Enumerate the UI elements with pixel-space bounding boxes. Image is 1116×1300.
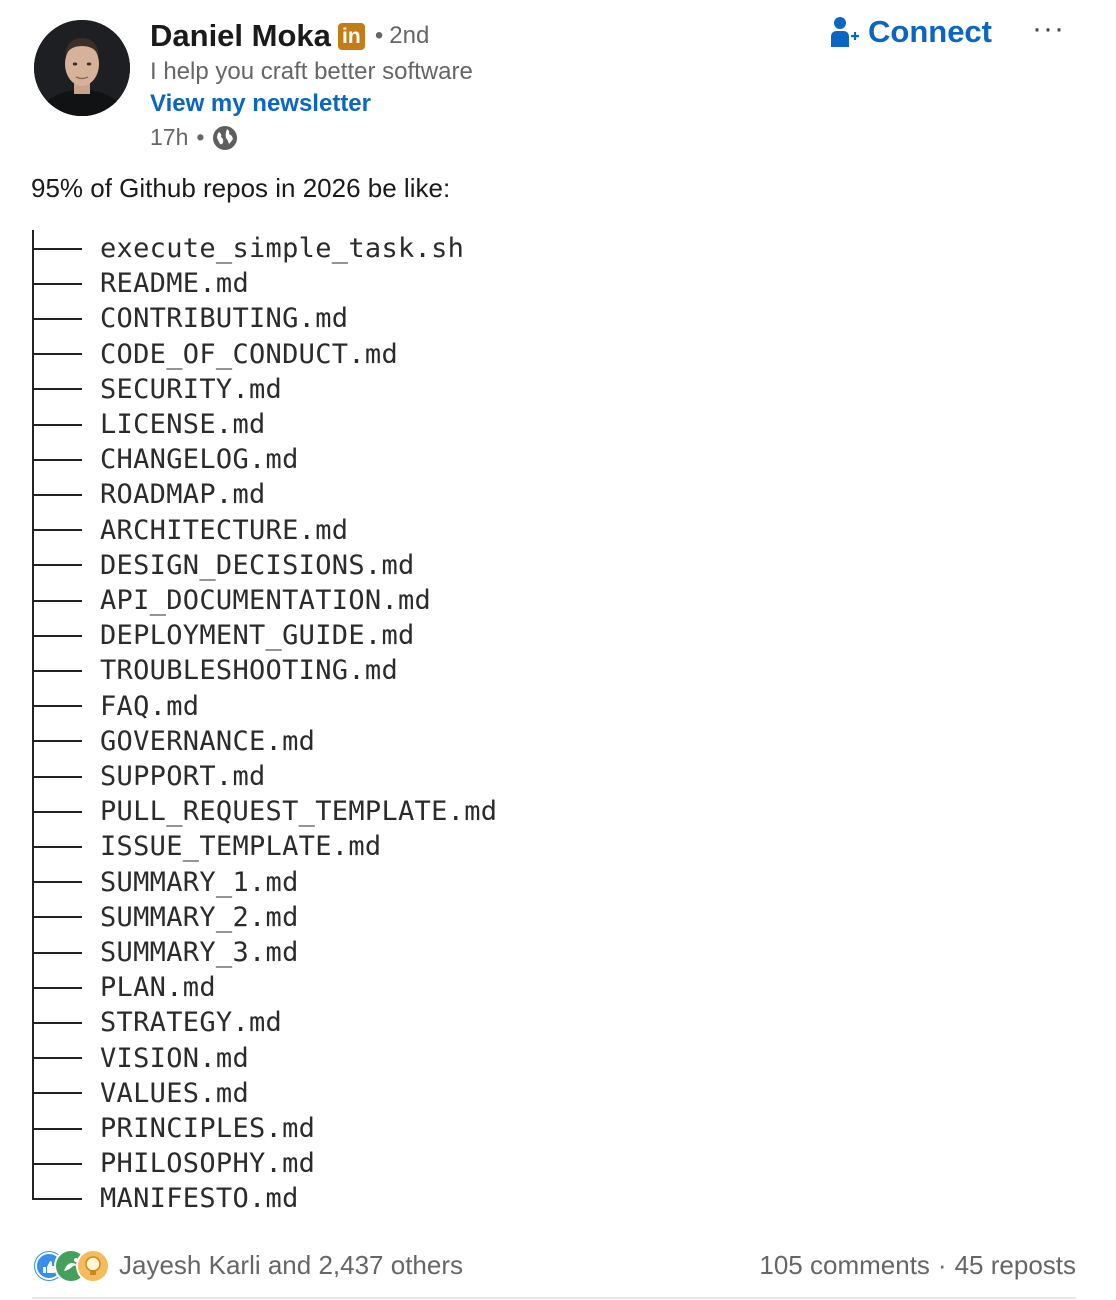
tree-file-item <box>26 829 381 864</box>
separator-dot: · <box>937 1250 947 1280</box>
tree-branch-line <box>32 740 82 742</box>
tree-file-item <box>26 689 199 724</box>
tree-file-item <box>26 301 348 336</box>
tree-branch-line <box>32 1128 82 1130</box>
tree-file-name: DESIGN_DECISIONS.md <box>100 549 415 581</box>
tree-file-name: MANIFESTO.md <box>100 1183 299 1215</box>
reposts-count[interactable]: 45 reposts <box>954 1250 1076 1280</box>
tree-branch-line <box>32 353 82 355</box>
tree-file-name: ISSUE_TEMPLATE.md <box>100 831 382 863</box>
tree-file-name: README.md <box>100 268 249 300</box>
tree-file-item <box>26 548 415 583</box>
tree-file-item <box>26 1146 315 1181</box>
tree-file-name: CODE_OF_CONDUCT.md <box>100 338 398 370</box>
tree-file-item <box>26 1041 249 1076</box>
add-person-icon <box>830 15 860 49</box>
tree-file-name: DEPLOYMENT_GUIDE.md <box>100 620 415 652</box>
tree-branch-line <box>32 248 82 250</box>
connection-degree: 2nd <box>389 22 430 49</box>
tree-branch-line <box>32 811 82 813</box>
tree-branch-line <box>32 1057 82 1059</box>
reaction-icons[interactable] <box>32 1249 112 1285</box>
tree-file-name: CHANGELOG.md <box>100 444 299 476</box>
tree-file-item <box>26 759 266 794</box>
author-avatar[interactable] <box>34 20 130 116</box>
tree-file-name: ROADMAP.md <box>100 479 266 511</box>
tree-branch-line <box>32 564 82 566</box>
tree-branch-line <box>32 1022 82 1024</box>
tree-file-name: execute_simple_task.sh <box>100 233 465 264</box>
globe-icon <box>212 125 238 151</box>
tree-branch-line <box>32 1092 82 1094</box>
author-headline: I help you craft better software <box>150 58 473 85</box>
tree-file-item <box>26 900 299 935</box>
tree-file-name: SUMMARY_3.md <box>100 937 299 968</box>
tree-file-item <box>26 618 415 653</box>
tree-file-item <box>26 442 299 477</box>
comments-count[interactable]: 105 comments <box>759 1250 930 1280</box>
author-name[interactable]: Daniel Moka <box>150 18 331 53</box>
tree-file-item <box>26 1181 299 1216</box>
reactors-count[interactable]: Jayesh Karli and 2,437 others <box>119 1250 463 1280</box>
tree-file-name: LICENSE.md <box>100 409 266 440</box>
tree-file-item <box>26 794 497 829</box>
tree-branch-line <box>32 1198 82 1200</box>
tree-file-name: SUPPORT.md <box>100 761 266 792</box>
tree-file-item <box>26 1111 315 1146</box>
tree-branch-line <box>32 424 82 426</box>
tree-branch-line <box>32 952 82 954</box>
tree-file-name: PLAN.md <box>100 972 216 1004</box>
tree-file-item <box>26 266 249 301</box>
tree-file-name: FAQ.md <box>100 690 200 722</box>
tree-branch-line <box>32 1163 82 1165</box>
tree-file-name: GOVERNANCE.md <box>100 725 316 757</box>
tree-branch-line <box>32 494 82 496</box>
tree-file-item <box>26 513 348 548</box>
tree-branch-line <box>32 776 82 778</box>
tree-branch-line <box>32 529 82 531</box>
tree-file-item <box>26 970 216 1005</box>
linkedin-premium-icon: in <box>338 23 365 50</box>
tree-file-name: SECURITY.md <box>100 373 283 405</box>
tree-file-name: CONTRIBUTING.md <box>100 303 349 335</box>
tree-branch-line <box>32 283 82 285</box>
tree-file-item <box>26 653 398 688</box>
tree-file-name: STRATEGY.md <box>100 1007 283 1039</box>
tree-file-item <box>26 231 464 266</box>
tree-file-name: API_DOCUMENTATION.md <box>100 585 432 616</box>
tree-file-item <box>26 1005 282 1040</box>
tree-file-item <box>26 583 431 618</box>
tree-branch-line <box>32 635 82 637</box>
tree-file-name: TROUBLESHOOTING.md <box>100 655 398 687</box>
tree-file-item <box>26 865 299 900</box>
insightful-icon <box>76 1249 110 1283</box>
tree-file-item <box>26 935 299 970</box>
tree-file-item <box>26 477 266 512</box>
tree-file-item <box>26 337 398 372</box>
tree-branch-line <box>32 916 82 918</box>
tree-file-item <box>26 372 282 407</box>
tree-file-name: SUMMARY_1.md <box>100 866 299 898</box>
tree-branch-line <box>32 318 82 320</box>
tree-file-name: SUMMARY_2.md <box>100 901 299 933</box>
separator-dot: • <box>196 124 205 150</box>
tree-file-item <box>26 724 315 759</box>
separator-dot: • <box>374 22 384 49</box>
author-line <box>150 18 429 54</box>
connect-button[interactable] <box>830 14 992 50</box>
file-tree-image[interactable] <box>26 226 566 1221</box>
post-time: 17h <box>150 124 189 150</box>
view-newsletter-link[interactable]: View my newsletter <box>150 90 371 117</box>
tree-file-name: PRINCIPLES.md <box>100 1113 316 1144</box>
tree-file-name: ARCHITECTURE.md <box>100 514 349 546</box>
tree-file-name: VALUES.md <box>100 1077 249 1109</box>
tree-branch-line <box>32 670 82 672</box>
avatar-photo-icon <box>34 20 130 116</box>
tree-file-name: VISION.md <box>100 1042 249 1074</box>
tree-branch-line <box>32 705 82 707</box>
post-text: 95% of Github repos in 2026 be like: <box>31 173 451 203</box>
divider <box>32 1297 1076 1299</box>
tree-branch-line <box>32 600 82 602</box>
tree-branch-line <box>32 881 82 883</box>
tree-branch-line <box>32 846 82 848</box>
tree-branch-line <box>32 987 82 989</box>
connect-label: Connect <box>868 14 992 49</box>
tree-branch-line <box>32 459 82 461</box>
tree-branch-line <box>32 388 82 390</box>
tree-file-name: PULL_REQUEST_TEMPLATE.md <box>100 796 498 828</box>
post-meta <box>150 124 238 151</box>
engagement-counts <box>759 1250 1076 1281</box>
tree-file-item <box>26 1076 249 1111</box>
tree-file-item <box>26 407 266 442</box>
tree-file-name: PHILOSOPHY.md <box>100 1148 316 1180</box>
more-options-icon[interactable]: ··· <box>1032 12 1065 45</box>
